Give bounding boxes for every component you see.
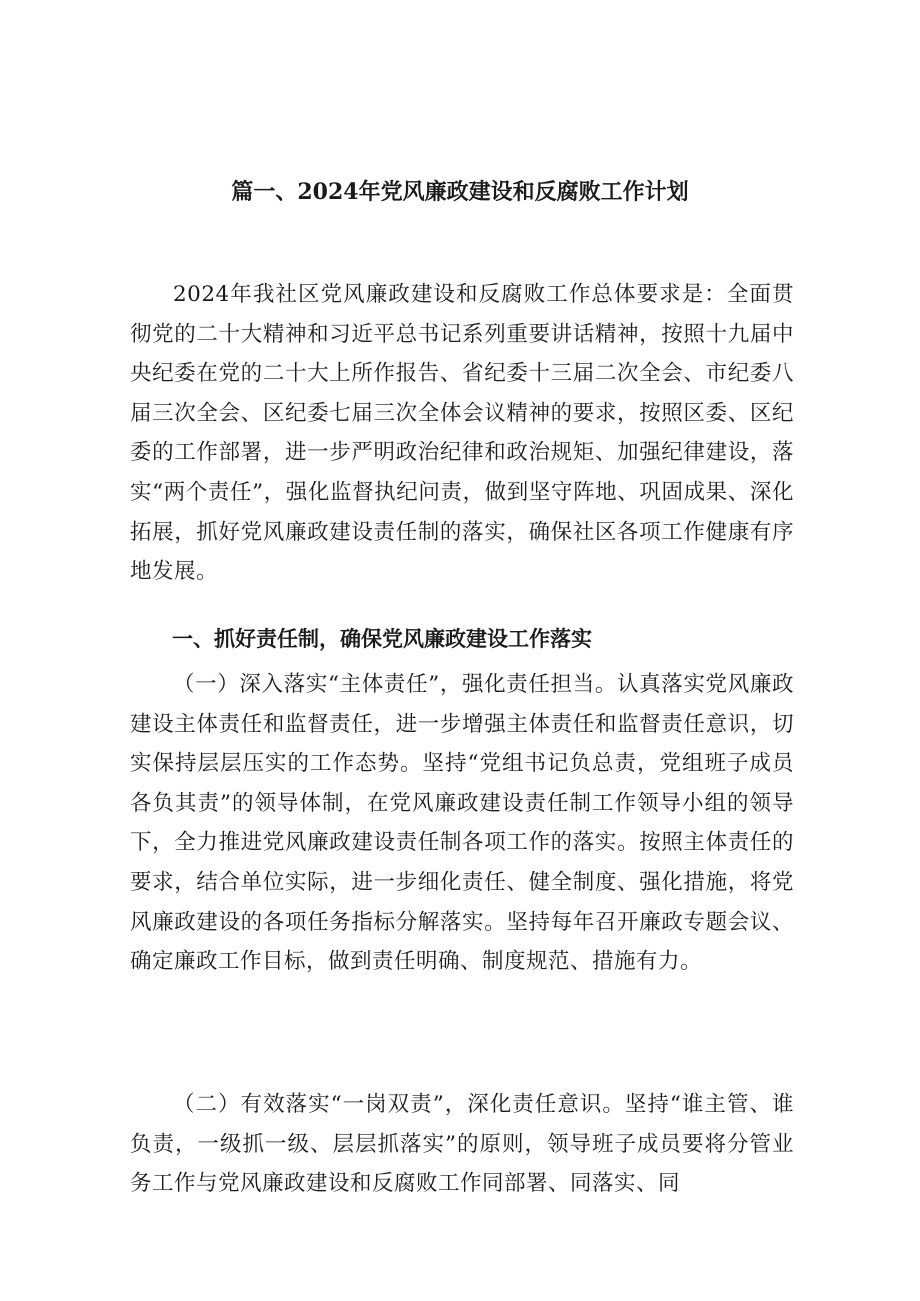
section-heading: 一、抓好责任制，确保党风廉政建设工作落实 [172, 627, 592, 651]
subsection-paragraph-2: （二）有效落实“一岗双责”，深化责任意识。坚持“谁主管、谁负责，一级抓一级、层层抓落实”的原则，领导班子成员要将分管业务工作与党风廉政建设和反腐败工作同部署、同落实、同 [130, 1092, 794, 1197]
intro-paragraph: 2024年我社区党风廉政建设和反腐败工作总体要求是：全面贯彻党的二十大精神和习近平总书记系列重要讲话精神，按照十九届中央纪委在党的二十大上所作报告、省纪委十三届二次全会、市纪委八届三次全会、区纪委七届三次全体会议精神的要求，按照区委、区纪委的工作部署，进一步严明政治纪律和政治规矩、加强纪律建设，落实“两个责任”，强化监督执纪问责，做到坚守阵地、巩固成果、深化拓展，抓好党风廉政建设责任制的落实，确保社区各项工作健康有序地发展。 [130, 282, 794, 585]
document-title: 篇一、2024年党风廉政建设和反腐败工作计划 [231, 179, 689, 205]
subsection-paragraph-1: （一）深入落实“主体责任”，强化责任担当。认真落实党风廉政建设主体责任和监督责任，进一步增强主体责任和监督责任意识，切实保持层层压实的工作态势。坚持“党组书记负总责，党组班子成员各负其责”的领导体制，在党风廉政建设责任制工作领导小组的领导下，全力推进党风廉政建设责任制各项工作的落实。按照主体责任的要求，结合单位实际，进一步细化责任、健全制度、强化措施，将党风廉政建设的各项任务指标分解落实。坚持每年召开廉政专题会议、确定廉政工作目标，做到责任明确、制度规范、措施有力。 [130, 672, 794, 975]
